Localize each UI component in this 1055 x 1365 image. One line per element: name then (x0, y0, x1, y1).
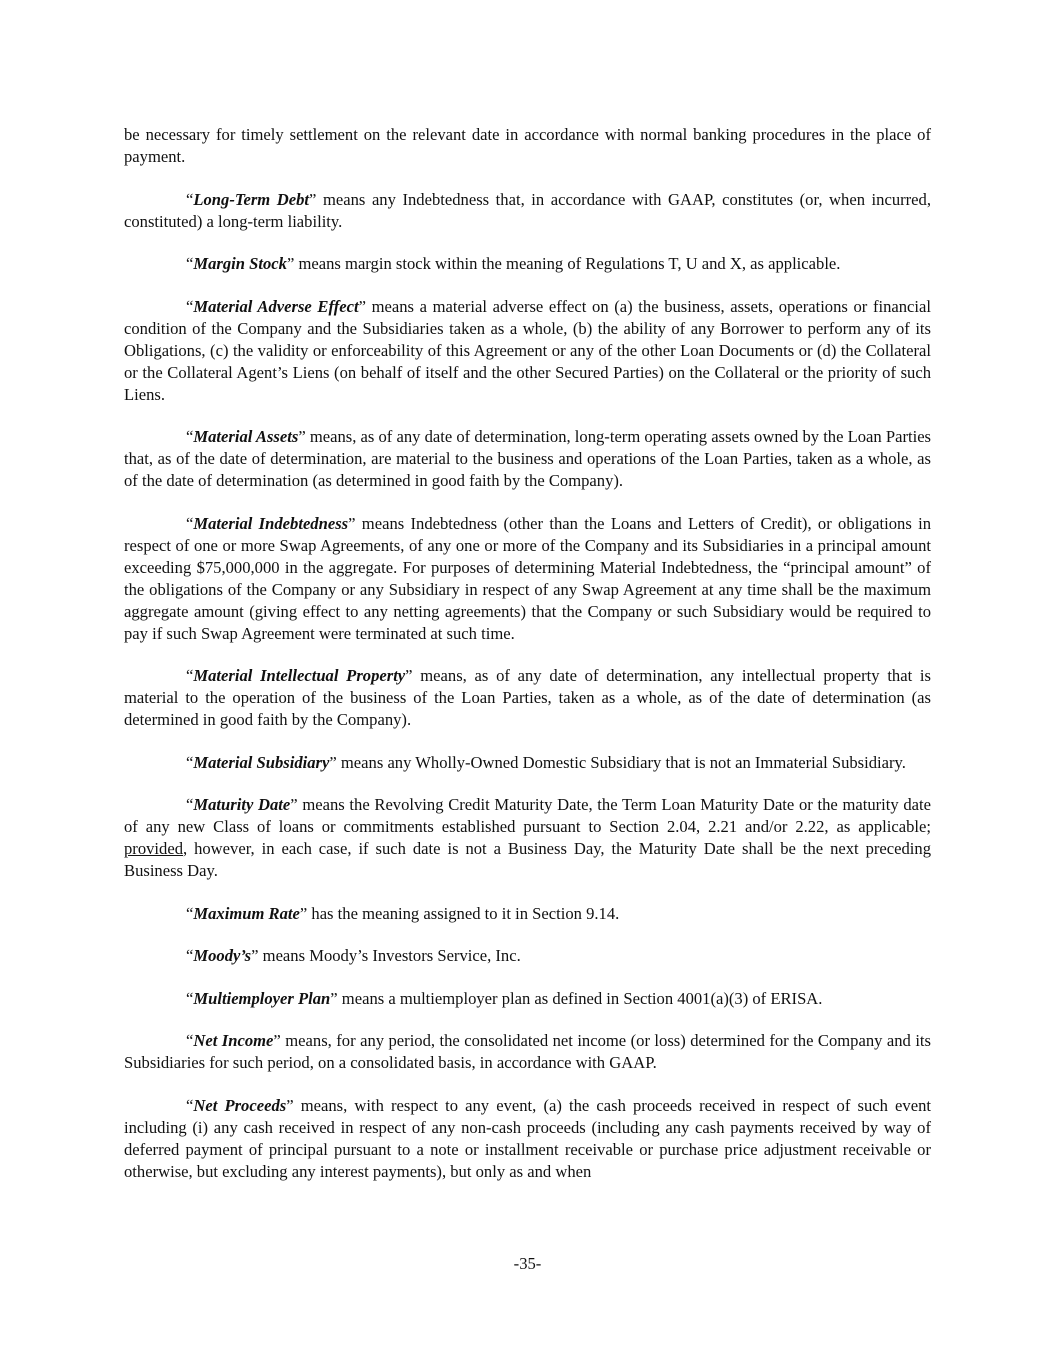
definition-text: means Moody’s Investors Service, Inc. (258, 946, 521, 965)
defined-term: Material Intellectual Property (193, 666, 406, 685)
defined-term: Material Adverse Effect (193, 296, 359, 316)
definition-long-term-debt: “Long-Term Debt” means any Indebtedness that, in accordance with GAAP, constitutes (or, when incurred, constituted) a long-term liability. (124, 189, 931, 231)
definition-material-indebtedness: “Material Indebtedness” means Indebtedness (other than the Loans and Letters of Credit), or obligations in respect of one or more Swap Agreements, of any one or more of the Company and its Subsidiaries in a principal amount exceeding $75,000,000 in the aggregate. For purposes of determining Material Indebtedness, the “principal amount” of the obligations of the Company or any Subsidiary in respect of any Swap Agreement at any time shall be the maximum aggregate amount (giving effect to any netting agreements) that the Company or such Subsidiary would be required to pay if such Swap Agreement were terminated at such time. (124, 513, 932, 643)
defined-term: Material Subsidiary (193, 752, 330, 772)
definition-text-after: , however, in each case, if such date is not a Business Day, the Maturity Date shall be the next preceding Business Day. (124, 839, 931, 880)
underlined-proviso: provided (124, 839, 183, 858)
defined-term: Net Income (193, 1031, 274, 1050)
definition-margin-stock: “Margin Stock” means margin stock within the meaning of Regulations T, U and X, as applicable. (186, 254, 841, 273)
definition-net-proceeds: “Net Proceeds” means, with respect to any event, (a) the cash proceeds received in respect of such event including (i) any cash received in respect of any non-cash proceeds (including any cash payments received by way of deferred payment of principal pursuant to a note or installment receivable or purchase price adjustment receivable or otherwise, but excluding any interest payments), but only as and when (124, 1095, 931, 1181)
document-page (124, 124, 931, 1203)
definition-text: means, as of any date of determination, any intellectual property that is material to the operation of the business of the Loan Parties, taken as a whole, as of the date of determination (as determined in good faith by the Company). (124, 666, 931, 729)
defined-term: Maturity Date (193, 795, 291, 814)
definition-text: means any Indebtedness that, in accordance with GAAP, constitutes (or, when incurred, constituted) a long-term liability. (124, 189, 931, 231)
defined-term: Margin Stock (193, 254, 287, 273)
defined-term: Material Indebtedness (193, 513, 349, 533)
defined-term: Maximum Rate (193, 903, 300, 923)
definition-maximum-rate: “Maximum Rate” has the meaning assigned to it in Section 9.14. (186, 903, 620, 923)
defined-term: Multiemployer Plan (193, 988, 331, 1008)
definition-text: means, with respect to any event, (a) the cash proceeds received in respect of such event including (i) any cash received in respect of any non-cash proceeds (including any cash payments received by way of deferred payment of principal pursuant to a note or installment receivable or purchase price adjustment receivable or otherwise, but excluding any interest payments), but only as and when (124, 1095, 931, 1181)
definition-multiemployer-plan: “Multiemployer Plan” means a multiemployer plan as defined in Section 4001(a)(3) of ERISA. (186, 988, 823, 1008)
definition-text: means Indebtedness (other than the Loans and Letters of Credit), or obligations in respect of one or more Swap Agreements, of any one or more of the Company and its Subsidiaries in a principal amount exceeding $75,000,000 in the aggregate. For purposes of determining Material Indebtedness, the “principal amount” of the obligations of the Company or any Subsidiary in respect of any Swap Agreement at any time shall be the maximum aggregate amount (giving effect to any netting agreements) that the Company or such Subsidiary would be required to pay if such Swap Agreement were terminated at such time. (124, 513, 932, 643)
defined-term: Net Proceeds (193, 1095, 287, 1115)
defined-term: Moody’s (193, 946, 252, 965)
definition-material-adverse-effect: “Material Adverse Effect” means a material adverse effect on (a) the business, assets, operations or financial condition of the Company and the Subsidiaries taken as a whole, (b) the ability of any Borrower to perform any of its Obligations, (c) the validity or enforceability of this Agreement or any of the other Loan Documents or (d) the Collateral or the Collateral Agent’s Liens (on behalf of itself and the other Secured Parties) on the Collateral or the priority of such Liens. (124, 296, 932, 404)
definition-maturity-date: “Maturity Date” means the Revolving Credit Maturity Date, the Term Loan Maturity Date or the maturity date of any new Class of loans or commitments established pursuant to Section 2.04, 2.21 and/or 2.22, as applicable; provided, however, in each case, if such date is not a Business Day, the Maturity Date shall be the next preceding Business Day. (124, 795, 931, 880)
definition-material-intellectual-property: “Material Intellectual Property” means, as of any date of determination, any intellectual property that is material to the operation of the business of the Loan Parties, taken as a whole, as of the date of determination (as determined in good faith by the Company). (124, 666, 931, 729)
definition-text: means margin stock within the meaning of Regulations T, U and X, as applicable. (294, 254, 841, 273)
definition-text: means the Revolving Credit Maturity Date, the Term Loan Maturity Date or the maturity date of any new Class of loans or commitments established pursuant to Section 2.04, 2.21 and/or 2.22, as applicable; (124, 795, 931, 836)
definition-text: means, for any period, the consolidated net income (or loss) determined for the Company and its Subsidiaries for such period, on a consolidated basis, in accordance with GAAP. (124, 1031, 931, 1072)
definition-net-income: “Net Income” means, for any period, the consolidated net income (or loss) determined for the Company and its Subsidiaries for such period, on a consolidated basis, in accordance with GAAP. (124, 1031, 931, 1072)
definition-material-assets: “Material Assets” means, as of any date of determination, long-term operating assets owned by the Loan Parties that, as of the date of determination, are material to the business and operations of the Loan Parties, taken as a whole, as of the date of determination (as determined in good faith by the Company). (124, 427, 932, 490)
definition-moodys: “Moody’s” means Moody’s Investors Service, Inc. (186, 946, 521, 965)
definition-text: means a material adverse effect on (a) the business, assets, operations or financial condition of the Company and the Subsidiaries taken as a whole, (b) the ability of any Borrower to perform any of its Obligations, (c) the validity or enforceability of this Agreement or any of the other Loan Documents or (d) the Collateral or the Collateral Agent’s Liens (on behalf of itself and the other Secured Parties) on the Collateral or the priority of such Liens. (124, 296, 932, 404)
definition-text: has the meaning assigned to it in Section 9.14. (307, 903, 620, 923)
page-number: -35- (513, 1254, 542, 1273)
defined-term: Long-Term Debt (193, 189, 310, 209)
definition-material-subsidiary: “Material Subsidiary” means any Wholly-Owned Domestic Subsidiary that is not an Immaterial Subsidiary. (186, 752, 906, 772)
definition-text: means, as of any date of determination, long-term operating assets owned by the Loan Parties that, as of the date of determination, are material to the business and operations of the Loan Parties, taken as a whole, as of the date of determination (as determined in good faith by the Company). (124, 427, 932, 490)
definition-text: means a multiemployer plan as defined in Section 4001(a)(3) of ERISA. (337, 988, 823, 1008)
defined-term: Material Assets (193, 427, 299, 446)
continuation-paragraph: be necessary for timely settlement on the relevant date in accordance with normal banking procedures in the place of payment. (124, 125, 931, 166)
definition-text: means any Wholly-Owned Domestic Subsidiary that is not an Immaterial Subsidiary. (336, 752, 906, 772)
